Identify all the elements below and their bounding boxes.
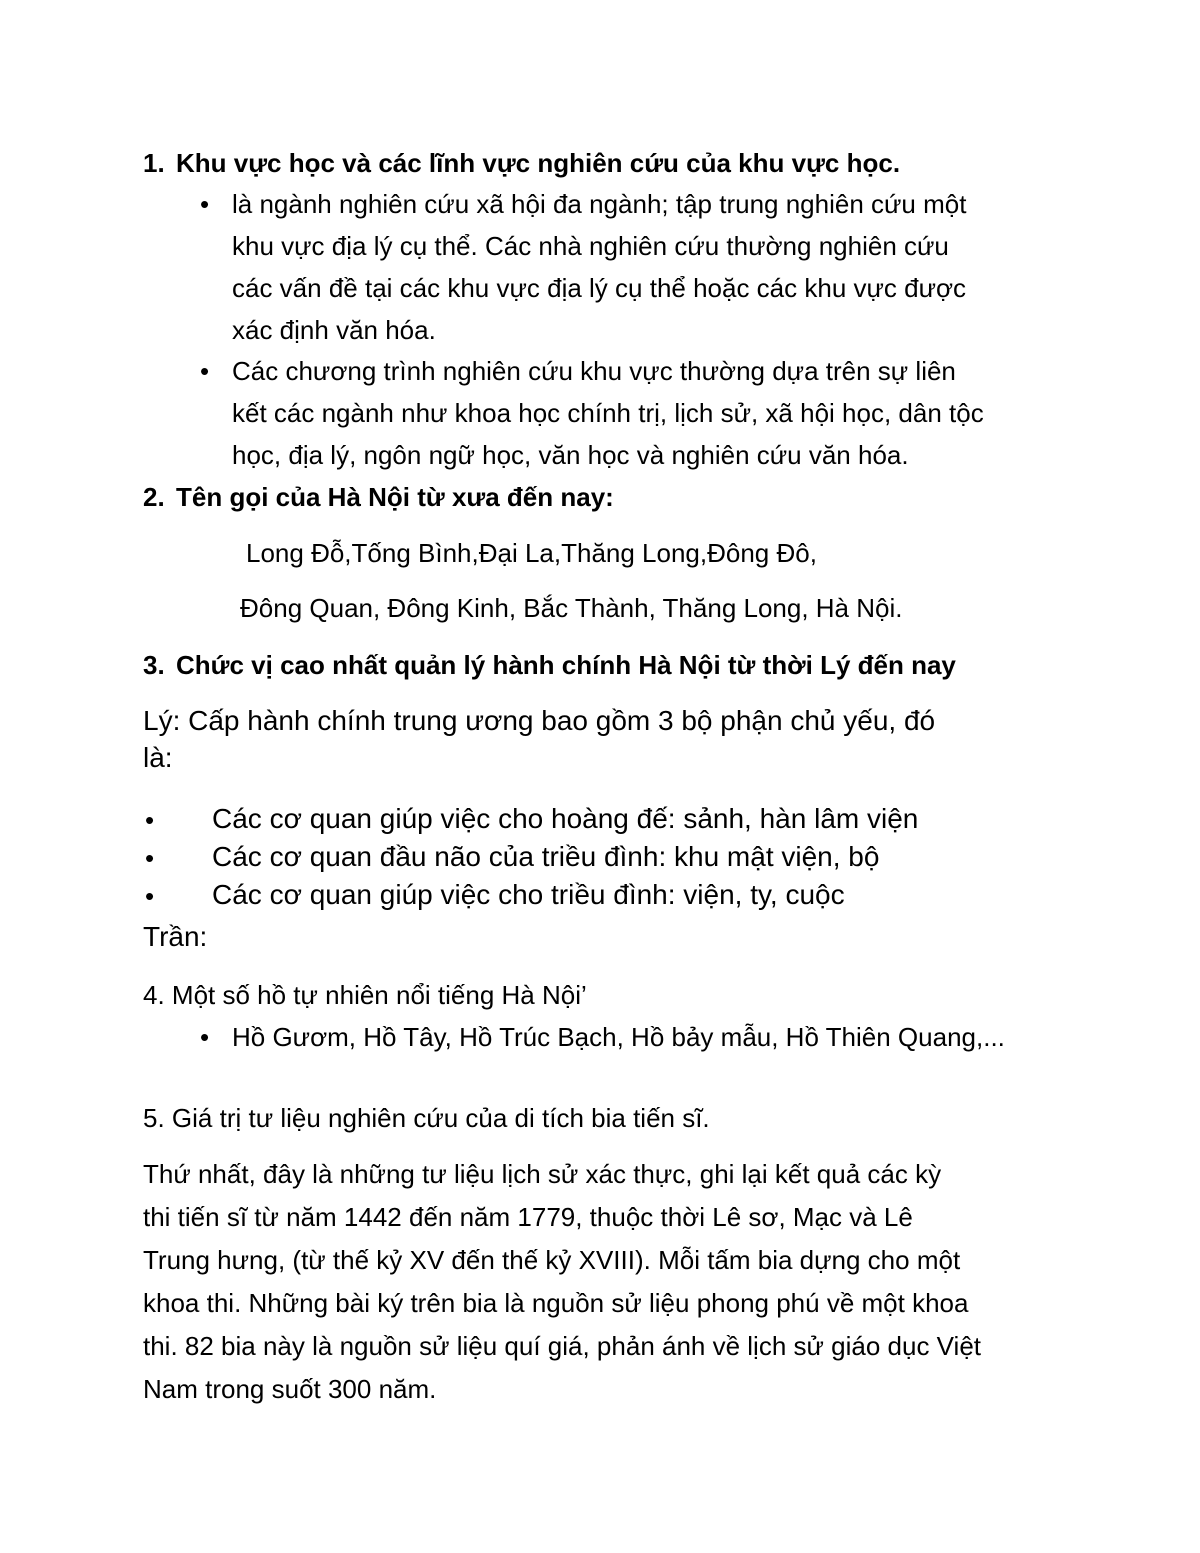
section5-paragraph-line: Trung hưng, (từ thế kỷ XV đến thế kỷ XVIII). Mỗi tấm bia dựng cho một <box>143 1245 961 1275</box>
section1-bullet2-line: kết các ngành như khoa học chính trị, lịch sử, xã hội học, dân tộc <box>232 398 984 428</box>
section3-heading: Chức vị cao nhất quản lý hành chính Hà Nội từ thời Lý đến nay <box>176 650 956 680</box>
bullet-dot: • <box>200 189 210 219</box>
section5-paragraph-line: Nam trong suốt 300 năm. <box>143 1374 437 1404</box>
section3-intro: Lý: Cấp hành chính trung ương bao gồm 3 bộ phận chủ yếu, đó <box>143 705 936 736</box>
section5-paragraph-line: khoa thi. Những bài ký trên bia là nguồn sử liệu phong phú về một khoa <box>143 1288 969 1318</box>
section3-intro: là: <box>143 742 173 773</box>
section3-item: Các cơ quan giúp việc cho triều đình: viện, ty, cuộc <box>212 879 845 910</box>
bullet-dot: • <box>200 356 210 386</box>
section1-bullet2-line: Các chương trình nghiên cứu khu vực thường dựa trên sự liên <box>232 356 956 386</box>
section3-number: 3. <box>143 650 165 680</box>
hanoi-names-line: Long Đỗ,Tống Bình,Đại La,Thăng Long,Đông Đô, <box>246 538 817 568</box>
section5-paragraph-line: thi. 82 bia này là nguồn sử liệu quí giá, phản ánh về lịch sử giáo dục Việt <box>143 1331 982 1361</box>
section4-heading: 4. Một số hồ tự nhiên nổi tiếng Hà Nội’ <box>143 980 587 1010</box>
section5-paragraph-line: Thứ nhất, đây là những tư liệu lịch sử xác thực, ghi lại kết quả các kỳ <box>143 1159 942 1189</box>
section5-heading: 5. Giá trị tư liệu nghiên cứu của di tích bia tiến sĩ. <box>143 1103 710 1133</box>
bullet-dot: • <box>145 843 155 873</box>
section2-heading: Tên gọi của Hà Nội từ xưa đến nay: <box>176 482 614 512</box>
hanoi-names-line: Đông Quan, Đông Kinh, Bắc Thành, Thăng Long, Hà Nội. <box>240 593 903 623</box>
tran-label: Trần: <box>143 921 208 952</box>
section2-number: 2. <box>143 482 165 512</box>
section1-bullet1-line: xác định văn hóa. <box>232 315 436 345</box>
section3-item: Các cơ quan giúp việc cho hoàng đế: sảnh, hàn lâm viện <box>212 803 919 834</box>
section1-heading: Khu vực học và các lĩnh vực nghiên cứu của khu vực học. <box>176 148 901 178</box>
section5-paragraph-line: thi tiến sĩ từ năm 1442 đến năm 1779, thuộc thời Lê sơ, Mạc và Lê <box>143 1202 913 1232</box>
section1-bullet1-line: là ngành nghiên cứu xã hội đa ngành; tập trung nghiên cứu một <box>232 189 967 219</box>
bullet-dot: • <box>200 1022 210 1052</box>
section1-bullet2-line: học, địa lý, ngôn ngữ học, văn học và nghiên cứu văn hóa. <box>232 440 909 470</box>
section4-item: Hồ Gươm, Hồ Tây, Hồ Trúc Bạch, Hồ bảy mẫu, Hồ Thiên Quang,... <box>232 1022 1005 1052</box>
section1-number: 1. <box>143 148 165 178</box>
section1-bullet1-line: khu vực địa lý cụ thể. Các nhà nghiên cứu thường nghiên cứu <box>232 231 949 261</box>
section3-item: Các cơ quan đầu não của triều đình: khu mật viện, bộ <box>212 841 880 872</box>
section1-bullet1-line: các vấn đề tại các khu vực địa lý cụ thể hoặc các khu vực được <box>232 273 967 303</box>
bullet-dot: • <box>145 881 155 911</box>
bullet-dot: • <box>145 805 155 835</box>
